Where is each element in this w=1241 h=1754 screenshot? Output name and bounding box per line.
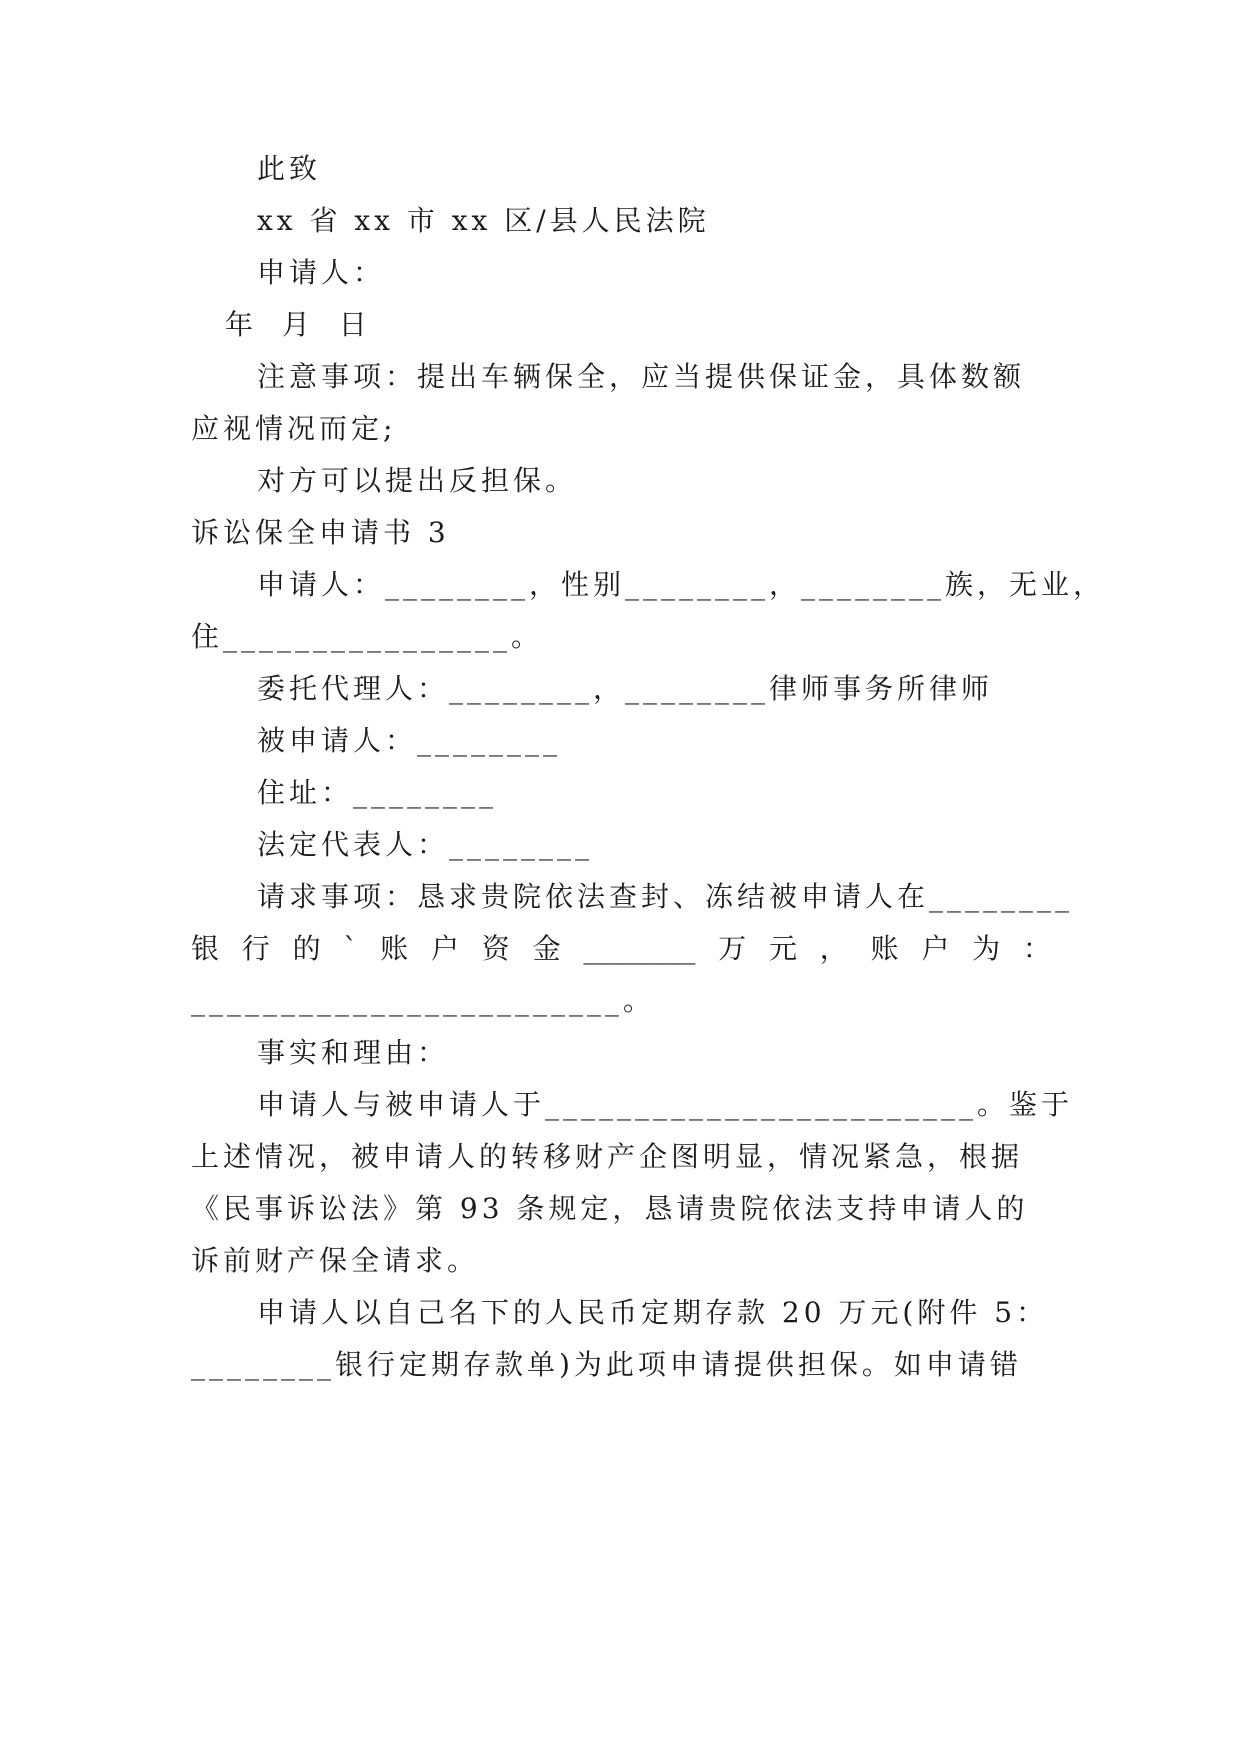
salutation: 此致	[257, 152, 322, 185]
respondent-info: 被申请人：________	[257, 724, 562, 757]
date-line: 年 月 日	[225, 308, 377, 341]
request-line-2	[191, 929, 1051, 969]
court-name: xx 省 xx 市 xx 区/县人民法院	[257, 204, 710, 237]
address-info: 住址：________	[257, 776, 498, 809]
facts-heading: 事实和理由：	[257, 1036, 450, 1069]
request-line-2-part: `	[343, 932, 358, 965]
request-line-2-part: 资	[481, 932, 510, 965]
legal-representative-info: 法定代表人：________	[257, 828, 594, 861]
request-line-2-part: 户	[921, 932, 950, 965]
request-line-2-part: 账	[380, 932, 409, 965]
notice-line-1: 注意事项：提出车辆保全，应当提供保证金，具体数额	[257, 360, 1026, 393]
request-line-2-part: ：	[1022, 932, 1051, 965]
facts-line-4: 诉前财产保全请求。	[191, 1244, 480, 1277]
facts-line-3: 《民事诉讼法》第 93 条规定，恳请贵院依法支持申请人的	[191, 1192, 1029, 1225]
request-line-2-part: 银	[191, 932, 220, 965]
guarantee-line-1: 申请人以自己名下的人民币定期存款 20 万元(附件 5：	[257, 1296, 1049, 1329]
request-line-1: 请求事项：恳求贵院依法查封、冻结被申请人在________	[257, 880, 1074, 913]
counter-guarantee-note: 对方可以提出反担保。	[257, 464, 578, 497]
agent-info: 委托代理人：________，________律师事务所律师	[257, 672, 994, 705]
request-line-2-part: 账	[870, 932, 899, 965]
request-line-2-part: 金	[532, 932, 561, 965]
notice-line-2: 应视情况而定;	[191, 412, 397, 445]
applicant-info-line-1: 申请人：________，性别________，________族，无业，	[257, 568, 1106, 601]
request-line-2-part: 为	[972, 932, 1001, 965]
request-line-2-part: ，	[819, 932, 848, 965]
request-line-2-part: 户	[430, 932, 459, 965]
request-line-2-part: ________	[583, 932, 696, 965]
guarantee-line-2: ________银行定期存款单)为此项申请提供担保。如申请错	[191, 1348, 1022, 1381]
request-line-2-part: 行	[241, 932, 270, 965]
facts-line-2: 上述情况，被申请人的转移财产企图明显，情况紧急，根据	[191, 1140, 1024, 1173]
facts-line-1: 申请人与被申请人于________________________。鉴于	[257, 1088, 1074, 1121]
request-line-2-part: 元	[768, 932, 797, 965]
request-line-2-part: 万	[718, 932, 747, 965]
request-line-3: ________________________。	[191, 984, 656, 1017]
applicant-info-line-2: 住________________。	[191, 620, 544, 653]
request-line-2-part: 的	[292, 932, 321, 965]
section-title: 诉讼保全申请书 3	[191, 516, 450, 549]
applicant-signature: 申请人：	[257, 256, 386, 289]
